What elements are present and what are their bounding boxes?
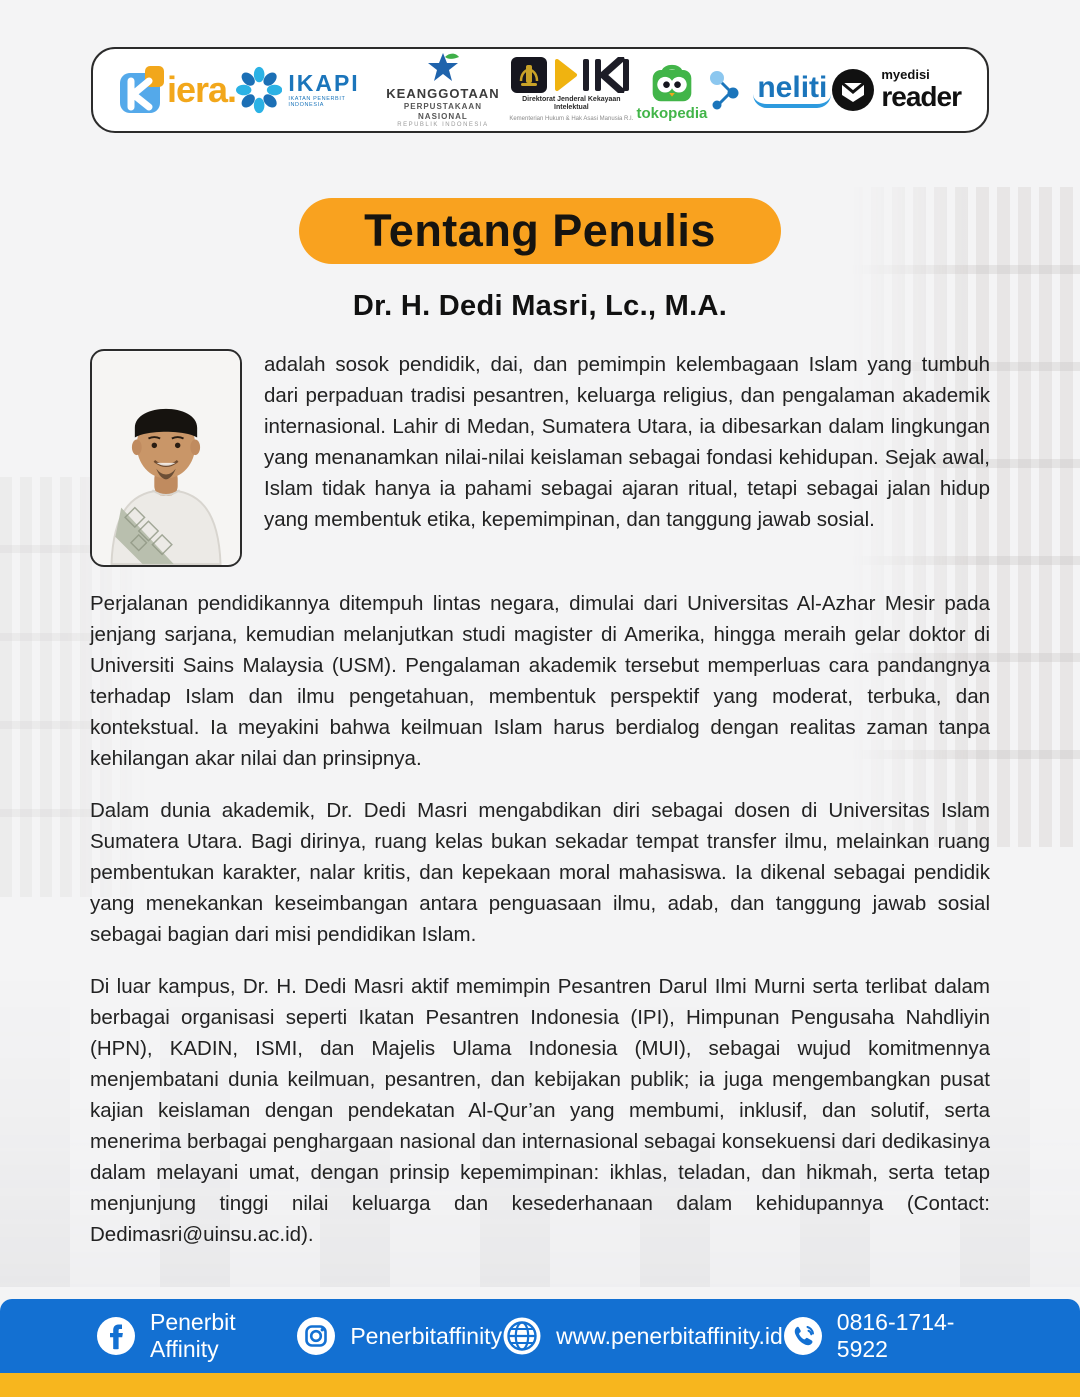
- instagram-icon: [296, 1316, 336, 1356]
- myedisi-line2: reader: [881, 81, 961, 113]
- perpusnas-line2: PERPUSTAKAAN NASIONAL: [403, 102, 482, 121]
- perpusnas-logo: [380, 51, 507, 128]
- footer-instagram[interactable]: [296, 1316, 502, 1356]
- bio-paragraph-4: Di luar kampus, Dr. H. Dedi Masri aktif memimpin Pesantren Darul Ilmi Murni serta terlibat dalam berbagai organisasi seperti Ikatan Pesantren Indonesia (IPI), Himpunan Pengusaha Nahdliyin (HPN), KADIN, ISMI, dan Majelis Ulama Indonesia (MUI), sebagai wujud komitmennya menjembatani dunia keilmuan, pesantren, dan kebijakan publik; ia juga mengembangkan pusat kajian keislaman dengan pendekatan Al-Qur’an yang membumi, inklusif, dan solutif, serta menerima berbagai penghargaan nasional dan internasional sebagai konsekuensi dari dedikasinya dalam melayani umat, dengan prinsip kepemimpinan: ikhlas, teladan, dan hikmah, serta tetap menjunjung tinggi nilai keluarga dan kesederhanaan dalam kehidupannya (Contact: Dedimasri@uinsu.ac.id).: [90, 975, 990, 1246]
- neliti-logo: [707, 68, 831, 112]
- biography-section: [90, 349, 990, 1250]
- bio-paragraph-3: Dalam dunia akademik, Dr. Dedi Masri mengabdikan diri sebagai dosen di Universitas Islam Sumatera Utara. Bagi dirinya, ruang kelas bukan sekadar tempat transfer ilmu, melainkan ruang pembentukan karakter, nalar kritis, dan kepekaan moral mahasiswa. Ia dikenal sebagai pendidik yang menekankan keseimbangan antara penguasaan ilmu, adab, dan tanggung jawab sosial sebagai bagian dari misi pendidikan Islam.: [90, 799, 990, 946]
- myedisi-line1: myedisi: [881, 67, 930, 83]
- tokopedia-wordmark: tokopedia: [636, 105, 708, 122]
- footer: [0, 1299, 1080, 1397]
- perpusnas-line3: REPUBLIK INDONESIA: [397, 121, 489, 128]
- perpusnas-star-icon: [423, 51, 463, 85]
- globe-icon: [502, 1316, 542, 1356]
- phone-icon: [783, 1316, 823, 1356]
- kiera-icon: [119, 65, 165, 115]
- djki-line2: Kementerian Hukum & Hak Asasi Manusia R.I.: [509, 115, 634, 122]
- author-photo: [90, 349, 242, 567]
- perpusnas-line1: KEANGGOTAAN: [386, 86, 500, 102]
- ikapi-flower-icon: [236, 66, 282, 114]
- djki-letters-icon: [553, 57, 631, 93]
- author-name: Dr. H. Dedi Masri, Lc., M.A.: [352, 290, 728, 322]
- neliti-wordmark: neliti: [753, 72, 831, 109]
- ikapi-subtitle: IKATAN PENERBIT INDONESIA: [288, 96, 346, 109]
- myedisi-reader-logo: [831, 68, 961, 112]
- footer-website[interactable]: [502, 1316, 783, 1356]
- neliti-molecule-icon: [707, 68, 747, 112]
- bio-paragraph-1: adalah sosok pendidik, dai, dan pemimpin kelembagaan Islam yang tumbuh dari perpaduan tradisi pesantren, keluarga religius, dan pengalaman akademik internasional. Lahir di Medan, Sumatera Utara, ia dibesarkan dalam lingkungan yang menanamkan nilai-nilai keislaman sebagai fondasi kehidupan. Sejak awal, Islam tidak hanya ia pahami sebagai ajaran ritual, tetapi sebagai jalan hidup yang membentuk etika, kepemimpinan, dan tanggung jawab sosial.: [264, 353, 990, 531]
- footer-yellow-strip: [0, 1373, 1080, 1397]
- tokopedia-bag-icon: [649, 58, 695, 104]
- djki-line1: Direktorat Jenderal Kekayaan Intelektual: [522, 96, 621, 112]
- instagram-handle: Penerbitaffinity: [350, 1322, 503, 1349]
- facebook-icon: [96, 1316, 136, 1356]
- kiera-wordmark: iera.: [167, 69, 237, 111]
- footer-phone[interactable]: [783, 1309, 992, 1363]
- footer-facebook[interactable]: [96, 1309, 296, 1363]
- footer-contact-bar: [0, 1299, 1080, 1373]
- myedisi-bird-icon: [831, 68, 875, 112]
- section-title: Tentang Penulis: [364, 205, 716, 256]
- kiera-logo: [119, 65, 236, 115]
- phone-number: 0816-1714-5922: [836, 1309, 955, 1362]
- bio-paragraph-2: Perjalanan pendidikannya ditempuh lintas negara, dimulai dari Universitas Al-Azhar Mesir pada jenjang sarjana, kemudian melanjutkan studi magister di Amerika, hingga meraih gelar doktor di Universiti Sains Malaysia (USM). Pengalaman akademik tersebut memperluas cara pandangnya terhadap Islam dan ilmu pengetahuan, membentuk perspektif yang moderat, terbuka, dan kontekstual. Ia meyakini bahwa keilmuan Islam harus berdialog dengan realitas zaman tanpa kehilangan akar nilai dan prinsipnya.: [90, 592, 990, 770]
- website-url: www.penerbitaffinity.id: [556, 1322, 783, 1349]
- kemenkumham-emblem-icon: [511, 57, 547, 93]
- facebook-handle: Penerbit Affinity: [150, 1309, 236, 1362]
- ikapi-title: IKAPI: [288, 70, 360, 97]
- ikapi-logo: [236, 66, 380, 114]
- author-portrait-illustration: [92, 351, 240, 565]
- partner-logo-bar: [91, 47, 989, 133]
- section-title-pill: [299, 198, 781, 264]
- djki-logo: [506, 57, 636, 123]
- tokopedia-logo: [637, 58, 708, 122]
